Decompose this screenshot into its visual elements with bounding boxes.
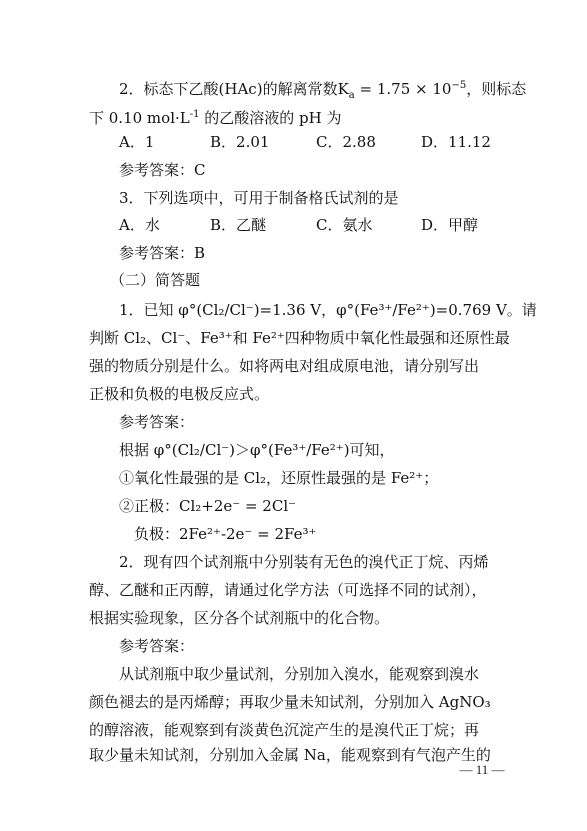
- s1-text-1: 1．已知 φ°(Cl₂/Cl⁻)=1.36 V，φ°(Fe³⁺/Fe²⁺)=0.769 V。请: [119, 301, 537, 319]
- ka-subscript: a: [348, 90, 355, 101]
- q2-question-tail: 的乙酸溶液的 pH 为: [199, 109, 342, 127]
- q3-option-c: C．氨水: [316, 216, 373, 234]
- s1-text-3: 强的物质分别是什么。如将两电对组成原电池，请分别写出: [89, 357, 480, 375]
- s1-answer-2: ①氧化性最强的是 Cl₂，还原性最强的是 Fe²⁺；: [119, 469, 439, 487]
- s2-text-1: 2．现有四个试剂瓶中分别装有无色的溴代正丁烷、丙烯: [119, 553, 489, 571]
- s2-text-3: 根据实验现象，区分各个试剂瓶中的化合物。: [89, 609, 390, 627]
- s2-answer-3: 的醇溶液，能观察到有淡黄色沉淀产生的是溴代正丁烷；再: [89, 721, 480, 739]
- q3-stem: 3．下列选项中，可用于制备格氏试剂的是: [119, 189, 399, 207]
- q2-concentration: 下 0.10 mol·L: [89, 109, 190, 127]
- q2-option-d: D．11.12: [421, 133, 491, 151]
- q2-stem-text: 2．标态下乙酸(HAc)的解离常数K: [119, 80, 349, 98]
- ka-exponent: −5: [451, 80, 467, 91]
- s2-answer-2: 颜色褪去的是丙烯醇；再取少量未知试剂，分别加入 AgNO₃: [89, 693, 491, 711]
- ka-value: = 1.75 × 10: [354, 80, 452, 98]
- s2-text-2: 醇、乙醚和正丙醇，请通过化学方法（可选择不同的试剂），: [89, 581, 487, 599]
- q2-option-c: C．2.88: [316, 133, 376, 151]
- page-number: — 11 —: [459, 762, 505, 777]
- q2-unit-exponent: -1: [189, 109, 200, 120]
- q2-option-b: B．2.01: [210, 133, 270, 151]
- s2-answer-4: 取少量未知试剂，分别加入金属 Na，能观察到有气泡产生的: [89, 746, 491, 764]
- section-heading: （二）简答题: [110, 271, 201, 289]
- q2-option-a: A．1: [119, 133, 155, 151]
- s2-answer-1: 从试剂瓶中取少量试剂，分别加入溴水，能观察到溴水: [119, 665, 480, 683]
- q3-option-b: B．乙醚: [210, 216, 267, 234]
- s1-text-2: 判断 Cl₂、Cl⁻、Fe³⁺和 Fe²⁺四种物质中氧化性最强和还原性最: [89, 329, 510, 347]
- s2-answer-label: 参考答案：: [119, 637, 195, 655]
- q2-answer: 参考答案：C: [119, 161, 206, 179]
- s1-answer-3: ②正极：Cl₂+2e⁻ = 2Cl⁻: [119, 497, 297, 515]
- q3-option-d: D．甲醇: [421, 216, 479, 234]
- s1-answer-label: 参考答案：: [119, 413, 195, 431]
- s1-text-4: 正极和负极的电极反应式。: [89, 385, 270, 403]
- q3-answer: 参考答案：B: [119, 244, 206, 262]
- q3-option-a: A．水: [119, 216, 160, 234]
- s1-answer-1: 根据 φ°(Cl₂/Cl⁻)＞φ°(Fe³⁺/Fe²⁺)可知，: [119, 441, 395, 459]
- q2-stem-tail: ，则标态: [466, 80, 527, 98]
- s1-answer-4: 负极：2Fe²⁺-2e⁻ = 2Fe³⁺: [134, 525, 317, 543]
